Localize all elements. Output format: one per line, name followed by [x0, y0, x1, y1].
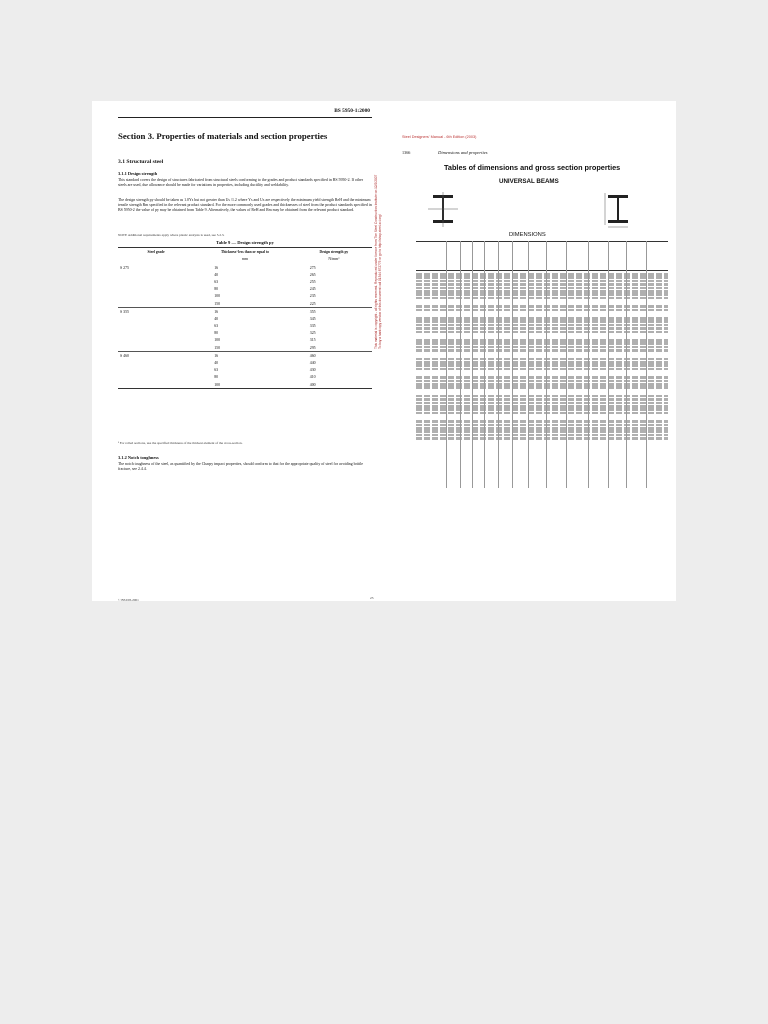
cell-thickness: 63 [214, 279, 219, 284]
cell-grade [118, 374, 194, 381]
table-row [416, 349, 668, 352]
cell-grade: S 355 [118, 308, 194, 316]
column-divider [588, 241, 589, 488]
col-design-strength: Design strength py [296, 248, 372, 255]
manual-page-number: 1366 [402, 150, 411, 155]
table-row [416, 380, 668, 383]
cell-thickness: 63 [214, 324, 219, 329]
table-row [416, 395, 668, 398]
table-row [118, 278, 372, 285]
manual-title: Steel Designers' Manual - 6th Edition (2003) [402, 135, 477, 139]
cell-grade [118, 278, 194, 285]
dimensions-label: DIMENSIONS [509, 232, 546, 238]
universal-beams-title: UNIVERSAL BEAMS [499, 178, 559, 185]
table-row [416, 364, 668, 367]
col-steel-grade: Steel grade [118, 248, 194, 255]
table-row [416, 327, 668, 330]
cell-thickness: 40 [214, 316, 219, 321]
column-divider [512, 241, 513, 488]
table-footnote: ª For rolled sections, use the specified thickness of the thickest element of the cross-section. [118, 441, 243, 445]
cell-strength: 255 [309, 279, 316, 284]
table-row [416, 331, 668, 334]
table-row [416, 290, 668, 293]
table-row [416, 430, 668, 433]
table-row [118, 330, 372, 337]
table-row [416, 402, 668, 405]
bs5950-page [92, 101, 384, 601]
table-row [118, 271, 372, 278]
column-divider [498, 241, 499, 488]
table-row [416, 376, 668, 379]
table-row [416, 424, 668, 427]
note: NOTE Additional requirements apply where plastic analysis is used, see 5.2.3. [118, 233, 225, 237]
table-row [416, 434, 668, 437]
column-divider [566, 241, 567, 488]
cell-strength: 275 [309, 265, 316, 270]
table-row [416, 412, 668, 415]
col-thickness: Thicknessª less than or equal to [194, 248, 296, 255]
beam-section-diagram-right [599, 191, 639, 229]
cell-strength: 325 [309, 331, 316, 336]
tables-title: Tables of dimensions and gross section properties [444, 163, 621, 172]
cell-grade [118, 293, 194, 300]
table-row [416, 386, 668, 389]
table-row [416, 342, 668, 345]
subsection-heading: 3.1 Structural steel [118, 159, 164, 165]
cell-thickness: 150 [214, 345, 221, 350]
cell-strength: 400 [296, 381, 372, 389]
cell-grade [118, 344, 194, 352]
table-row [416, 273, 668, 276]
cell-thickness: 63 [214, 368, 219, 373]
cell-thickness: 16 [194, 308, 296, 316]
table-row [118, 323, 372, 330]
cell-strength: 410 [309, 375, 316, 380]
cell-strength: 345 [309, 316, 316, 321]
column-divider [446, 241, 447, 488]
cell-thickness: 80 [214, 375, 219, 380]
cell-grade: S 275 [120, 265, 129, 270]
cell-strength: 430 [309, 368, 316, 373]
copyright-side-text: This material is copyright - all rights reserved. Reproduced under licence from The Steel Construction Institute on 12/2/2007 To buy a hardcopy version of this document call 01344 872775 or go to http://shop.steel-sci.org/ [374, 174, 382, 349]
cell-thickness: 16 [194, 352, 296, 360]
table-row [118, 352, 372, 360]
table-row [416, 368, 668, 371]
table-row [416, 383, 668, 386]
table-row [416, 297, 668, 300]
dimensions-table-header [416, 241, 668, 271]
cell-strength: 355 [296, 308, 372, 316]
table-row [118, 264, 372, 271]
design-strength-table [118, 247, 372, 389]
table-row [118, 381, 372, 389]
column-divider [484, 241, 485, 488]
cell-thickness: 100 [214, 338, 221, 343]
cell-strength: 265 [309, 272, 316, 277]
cell-thickness: 100 [214, 294, 221, 299]
table-row [416, 276, 668, 279]
table-row [416, 361, 668, 364]
table-row [118, 315, 372, 322]
table-row [416, 427, 668, 430]
table-caption: Table 9 — Design strength py [216, 240, 274, 245]
table-row [416, 358, 668, 361]
thickness-unit: mm [241, 257, 249, 261]
cell-strength: 225 [309, 301, 316, 306]
table-row [416, 320, 668, 323]
dimensions-table [416, 241, 668, 488]
table-row [118, 359, 372, 366]
cell-thickness: 40 [214, 272, 219, 277]
table-row [416, 280, 668, 283]
cell-grade [118, 286, 194, 293]
table-row [416, 324, 668, 327]
column-divider [460, 241, 461, 488]
table-row [416, 283, 668, 286]
table-row [416, 405, 668, 408]
table-row [118, 286, 372, 293]
table-row [416, 293, 668, 296]
cell-strength: 440 [309, 361, 316, 366]
column-divider [546, 241, 547, 488]
strength-unit: N/mm² [328, 257, 340, 261]
section-title: Section 3. Properties of materials and section properties [118, 131, 328, 141]
cell-grade [118, 367, 194, 374]
beam-section-diagram-left [424, 191, 464, 229]
table-row [118, 344, 372, 352]
cell-grade [118, 271, 194, 278]
design-strength-heading: 3.1.1 Design strength [118, 171, 158, 176]
table-row [118, 308, 372, 316]
cell-strength: 335 [309, 324, 316, 329]
cell-grade [118, 315, 194, 322]
cell-thickness: 40 [214, 361, 219, 366]
table-row [416, 408, 668, 411]
notch-paragraph: The notch toughness of the steel, as quantified by the Charpy impact properties, should conform to that for the appropriate quality of steel for avoiding brittle fracture, see 2.4.4. [118, 462, 363, 471]
paragraph-2: The design strength py should be taken as 1.0Ys but not greater than Us /1.2 where Ys and Us are respectively the minimum yield strength ReH and the minimum tensile strength Rm specified in the relevant product standard. For the more commonly used grades and thicknesses of steel from the product standards specified in BS 5950-2 the value of py may be obtained from Table 9. Alternatively, the values of ReH and Rm may be obtained from the relevant product standard. [118, 198, 372, 212]
cell-grade: S 460 [118, 352, 194, 360]
table-row [118, 374, 372, 381]
cell-grade [118, 323, 194, 330]
column-divider [646, 241, 647, 488]
table-row [118, 337, 372, 344]
cell-strength: 235 [309, 294, 316, 299]
column-divider [472, 241, 473, 488]
cell-strength: 460 [296, 352, 372, 360]
manual-page-heading: Dimensions and properties [438, 150, 488, 155]
page-number: 23 [370, 596, 374, 600]
steel-manual-page [374, 101, 676, 601]
cell-grade [118, 300, 194, 308]
table-row [416, 305, 668, 308]
standard-number: BS 5950-1:2000 [334, 108, 370, 114]
cell-thickness: 150 [214, 301, 221, 306]
cell-grade [118, 381, 194, 389]
cell-thickness: 16 [214, 265, 219, 270]
table-row [416, 398, 668, 401]
cell-grade [118, 330, 194, 337]
cell-strength: 245 [309, 287, 316, 292]
column-divider [608, 241, 609, 488]
cell-grade [118, 337, 194, 344]
table-row [416, 339, 668, 342]
table-row [416, 309, 668, 312]
table-row [416, 287, 668, 290]
table-row [416, 437, 668, 440]
table-row [416, 317, 668, 320]
cell-thickness: 80 [214, 287, 219, 292]
cell-thickness: 100 [194, 381, 296, 389]
table-row [118, 300, 372, 308]
table-row [416, 420, 668, 423]
table-row [416, 346, 668, 349]
copyright: © BSI 08-2001 [118, 598, 139, 602]
cell-thickness: 80 [214, 331, 219, 336]
table-row [118, 367, 372, 374]
cell-grade [118, 359, 194, 366]
paragraph-1: This standard covers the design of structures fabricated from structural steels conforming to the grades and product standards specified in BS 5950-2. If other steels are used, due allowance should be made for variations in properties, including ductility and weldability. [118, 178, 364, 187]
column-divider [528, 241, 529, 488]
notch-heading: 3.1.2 Notch toughness [118, 455, 159, 460]
column-divider [626, 241, 627, 488]
cell-strength: 315 [309, 338, 316, 343]
cell-strength: 295 [309, 345, 316, 350]
table-row [118, 293, 372, 300]
header-rule [118, 117, 372, 118]
